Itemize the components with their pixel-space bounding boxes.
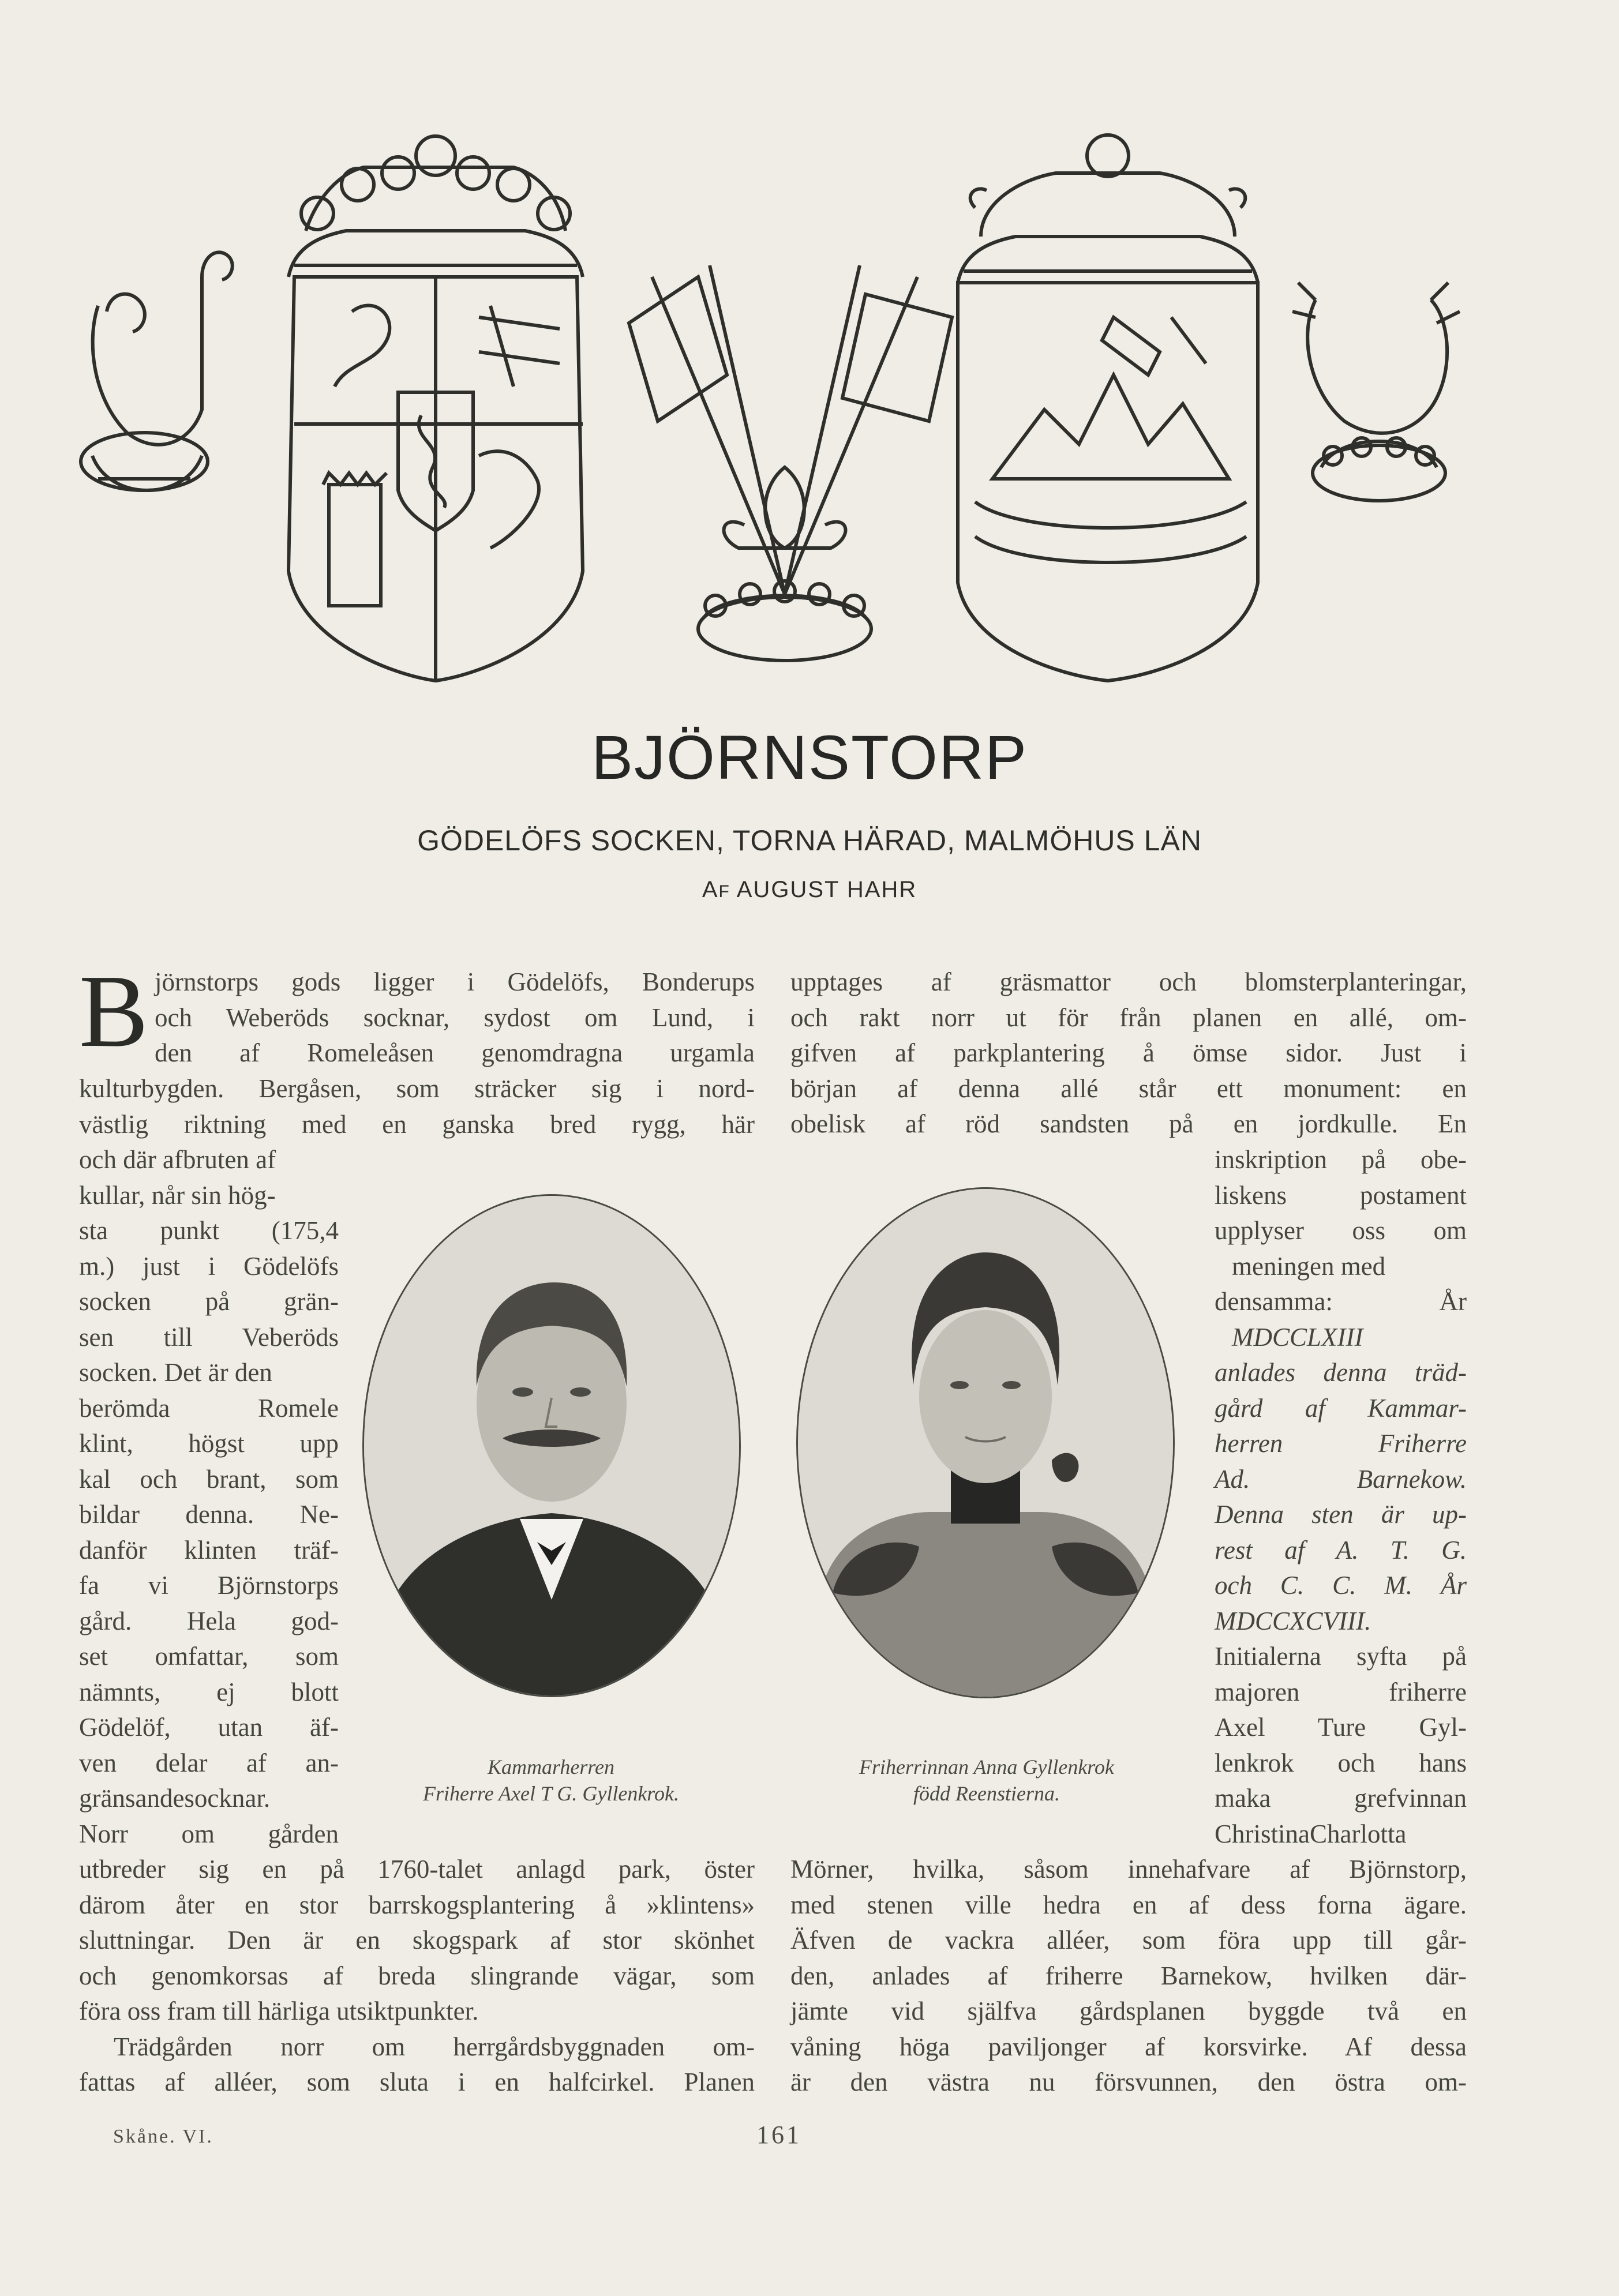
caption-line: Friherre Axel T G. Gyllenkrok.: [423, 1782, 679, 1805]
text-line: obelisk af röd sandsten på en jordkulle. En: [790, 1109, 1467, 1138]
inscription-line: herren Friherre: [1215, 1429, 1467, 1458]
text-line: Trädgården norr om herrgårdsbyggnaden om-: [114, 2032, 755, 2061]
text-line: inskription på obe-: [1215, 1145, 1467, 1174]
text-line: utbreder sig en på 1760-talet anlagd park, öster: [79, 1855, 755, 1884]
text-line: socken på grän-: [79, 1287, 339, 1316]
text-line: och rakt norr ut för från planen en allé, om-: [790, 1003, 1467, 1032]
article-subtitle: GÖDELÖFS SOCKEN, TORNA HÄRAD, MALMÖHUS LÄN: [417, 824, 1202, 857]
caption-line: Kammarherren: [487, 1755, 614, 1779]
inscription-line: MDCCLXIII: [1232, 1322, 1363, 1352]
text-line: och där afbruten af: [79, 1145, 276, 1174]
text-line: den af Romeleåsen genomdragna urgamla: [155, 1038, 755, 1067]
text-line: m.) just i Gödelöfs: [79, 1251, 339, 1281]
text-line: gränsandesocknar.: [79, 1784, 271, 1813]
page-number: 161: [756, 2121, 801, 2149]
text-line: den, anlades af friherre Barnekow, hvilken där-: [790, 1961, 1467, 1990]
text-line: majoren friherre: [1215, 1677, 1467, 1706]
inscription-line: Ad. Barnekow.: [1215, 1464, 1467, 1494]
portrait-left-caption: [323, 1754, 779, 1807]
inscription-line: Denna sten är up-: [1215, 1500, 1467, 1529]
text-line: socken. Det är den: [79, 1358, 272, 1387]
text-line: kal och brant, som: [79, 1464, 339, 1494]
text-line: danför klinten träf-: [79, 1535, 339, 1565]
text-line: Norr om gården: [79, 1819, 339, 1848]
text-line: nämnts, ej blott: [79, 1677, 339, 1706]
col1-full-lines: [79, 1071, 755, 1142]
text-line: upptages af gräsmattor och blomsterplanteringar,: [790, 967, 1467, 996]
text-line: början af denna allé står ett monument: en: [790, 1074, 1467, 1103]
text-line: densamma: År: [1215, 1287, 1467, 1316]
text-line: fattas af alléer, som sluta i en halfcirkel. Planen: [79, 2068, 755, 2096]
text-line: meningen med: [1232, 1251, 1386, 1281]
text-line: därom åter en stor barrskogsplantering å »klintens»: [79, 1890, 755, 1919]
text-line: sluttningar. Den är en skogspark af stor skönhet: [79, 1926, 755, 1954]
inscription-line: rest af A. T. G.: [1215, 1535, 1467, 1565]
text-line: Mörner, hvilka, såsom innehafvare af Björnstorp,: [790, 1855, 1467, 1884]
text-line: ChristinaCharlotta: [1215, 1819, 1407, 1848]
text-line: Äfven de vackra alléer, som föra upp till går-: [790, 1926, 1467, 1954]
text-line: lenkrok och hans: [1215, 1748, 1467, 1777]
text-line: är den västra nu försvunnen, den östra om-: [790, 2068, 1467, 2096]
caption-line: Friherrinnan Anna Gyllenkrok: [859, 1755, 1114, 1779]
text-line: våning höga paviljonger af korsvirke. Af dessa: [790, 2032, 1467, 2061]
inscription-line: gård af Kammar-: [1215, 1393, 1467, 1423]
text-line: Initialerna syfta på: [1215, 1642, 1467, 1671]
col2-bottom-lines: [790, 1852, 1467, 2100]
text-line: kullar, når sin hög-: [79, 1180, 276, 1210]
portrait-woman-icon: [798, 1189, 1173, 1697]
inscription-line: och C. C. M. År: [1215, 1571, 1467, 1600]
col2-narrow-lines: [1215, 1142, 1467, 1852]
text-line: kulturbygden. Bergåsen, som sträcker sig i nord-: [79, 1074, 755, 1103]
col1-narrow-lines: [79, 1142, 339, 1852]
portrait-man-icon: [364, 1196, 739, 1695]
text-line: föra oss fram till härliga utsiktpunkter.: [79, 1997, 479, 2025]
inscription-line: anlades denna träd-: [1215, 1358, 1467, 1387]
left-hook-ornament: [81, 252, 233, 490]
text-line: sta punkt (175,4: [79, 1216, 339, 1245]
text-line: Gödelöf, utan äf-: [79, 1713, 339, 1742]
text-line: västlig riktning med en ganska bred rygg, här: [79, 1109, 755, 1139]
gyllenkrok-shield: [288, 136, 583, 681]
drop-cap: B: [79, 954, 149, 1068]
text-line: gård. Hela god-: [79, 1606, 339, 1635]
portrait-left-frame: [362, 1194, 741, 1697]
caption-line: född Reenstierna.: [913, 1782, 1060, 1805]
portrait-right-frame: [796, 1187, 1175, 1698]
article-title: BJÖRNSTORP: [591, 722, 1028, 792]
right-antler-ornament: [1292, 283, 1460, 501]
text-line: bildar denna. Ne-: [79, 1500, 339, 1529]
text-line: berömda Romele: [79, 1393, 339, 1423]
text-line: klint, högst upp: [79, 1429, 339, 1458]
text-line: liskens postament: [1215, 1180, 1467, 1210]
text-line: fa vi Björnstorps: [79, 1571, 339, 1600]
inscription-line: MDCCXCVIII.: [1215, 1606, 1371, 1635]
text-line: sen till Veberöds: [79, 1322, 339, 1352]
col1-bottom-lines: [79, 1852, 755, 2100]
col2-top-lines: [790, 965, 1467, 1142]
printer-signature: Skåne. VI.: [113, 2126, 213, 2147]
text-line: med stenen ville hedra en af dess forna ägare.: [790, 1890, 1467, 1919]
text-line: och genomkorsas af breda slingrande vägar, som: [79, 1961, 755, 1990]
text-line: set omfattar, som: [79, 1642, 339, 1671]
portrait-right-caption: [785, 1754, 1189, 1807]
text-line: jämte vid själfva gårdsplanen byggde två en: [790, 1997, 1467, 2025]
article-byline: [0, 877, 1619, 903]
byline-prefix: A: [702, 877, 719, 902]
text-line: upplyser oss om: [1215, 1216, 1467, 1245]
text-line: maka grefvinnan: [1215, 1784, 1467, 1813]
text-line: jörnstorps gods ligger i Gödelöfs, Bonderups: [155, 967, 755, 996]
byline-author: AUGUST HAHR: [736, 877, 917, 902]
crossed-flags-fleur-de-lis: [629, 265, 952, 661]
col1-drop-lines: [155, 965, 755, 1071]
text-line: Axel Ture Gyl-: [1215, 1713, 1467, 1742]
text-line: ven delar af an-: [79, 1748, 339, 1777]
text-line: och Weberöds socknar, sydost om Lund, i: [155, 1003, 755, 1032]
coats-of-arms-illustration: [75, 133, 1471, 686]
reenstierna-shield: [958, 135, 1258, 681]
byline-prefix-small: F: [718, 882, 730, 901]
text-line: gifven af parkplantering å ömse sidor. Just i: [790, 1038, 1467, 1067]
